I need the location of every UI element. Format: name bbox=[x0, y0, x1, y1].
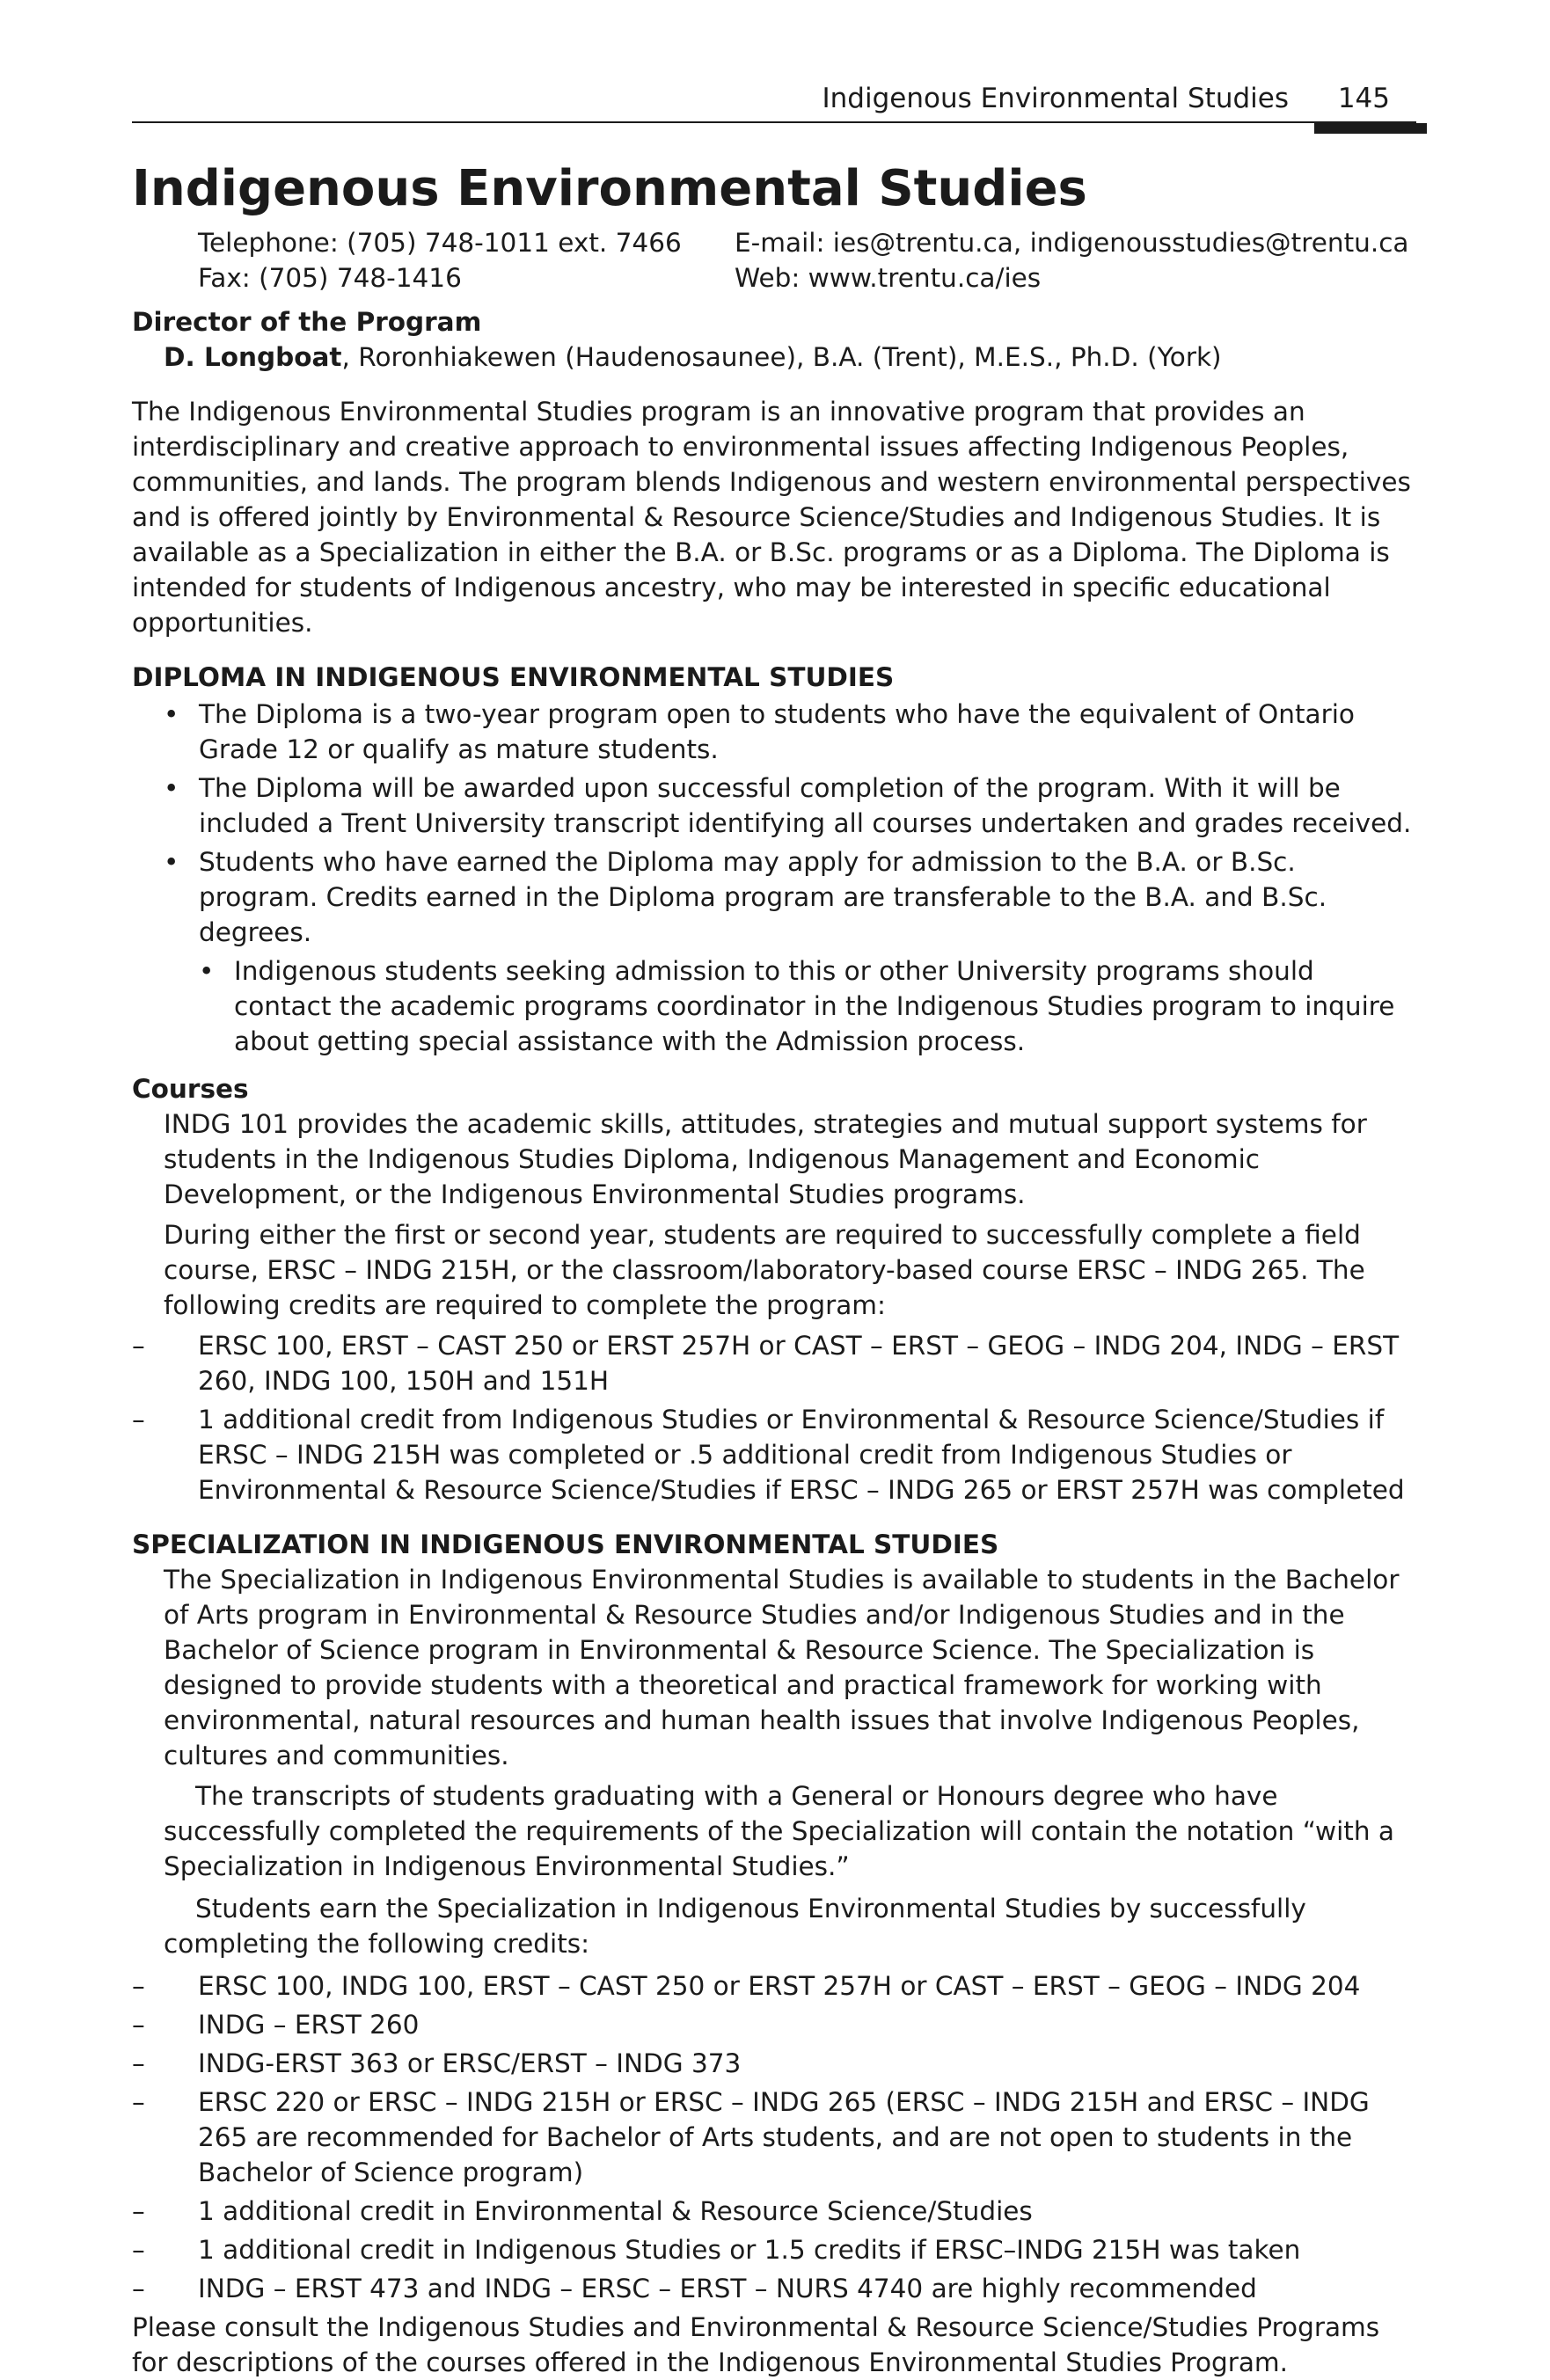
requirement-item: – 1 additional credit from Indigenous Studies or Environmental & Resource Science/Studies if ERSC – INDG 215H was completed or .5 additional credit from Indigenous Studies or Environmental & Resource Science/Studies if ERSC – INDG 265 or ERST 257H was completed bbox=[132, 1402, 1416, 1508]
specialization-heading: SPECIALIZATION IN INDIGENOUS ENVIRONMENTAL STUDIES bbox=[132, 1529, 999, 1559]
bullet-item: • The Diploma will be awarded upon successful completion of the program. With it will be included a Trent University transcript identifying all courses undertaken and grades received. bbox=[164, 770, 1416, 841]
director-entry bbox=[164, 339, 1416, 375]
director-heading: Director of the Program bbox=[132, 307, 482, 337]
specialization-paragraph: The transcripts of students graduating with a General or Honours degree who have successfully completed the requirements of the Specialization will contain the notation “with a Specialization in Indigenous Environmental Studies.” bbox=[164, 1781, 1395, 1881]
requirement-item: – 1 additional credit in Indigenous Studies or 1.5 credits if ERSC–INDG 215H was taken bbox=[132, 2232, 1416, 2267]
specialization-requirements bbox=[132, 1968, 1416, 2306]
header-rule bbox=[132, 121, 1416, 123]
bullet-item: • Students who have earned the Diploma may apply for admission to the B.A. or B.Sc. program. Credits earned in the Diploma program are transferable to the B.A. and B.Sc. degrees. bbox=[164, 844, 1416, 950]
requirement-item: – 1 additional credit in Environmental & Resource Science/Studies bbox=[132, 2194, 1416, 2229]
requirement-item: – ERSC 100, INDG 100, ERST – CAST 250 or ERST 257H or CAST – ERST – GEOG – INDG 204 bbox=[132, 1968, 1416, 2004]
requirement-item: – INDG – ERST 473 and INDG – ERSC – ERST – NURS 4740 are highly recommended bbox=[132, 2271, 1416, 2306]
closing-paragraph: Please consult the Indigenous Studies and Environmental & Resource Science/Studies Programs for descriptions of the courses offered in the Indigenous Environmental Studies Program. bbox=[132, 2312, 1380, 2377]
intro-paragraph: The Indigenous Environmental Studies program is an innovative program that provides an interdisciplinary and creative approach to environmental issues affecting Indigenous Peoples, communities, and lands. The program blends Indigenous and western environmental perspectives and is offered jointly by Environmental & Resource Science/Studies and Indigenous Studies. It is available as a Specialization in either the B.A. or B.Sc. programs or as a Diploma. The Diploma is intended for students of Indigenous ancestry, who may be interested in specific educational opportunities. bbox=[132, 397, 1411, 638]
specialization-paragraph: Students earn the Specialization in Indigenous Environmental Studies by successfully completing the following credits: bbox=[164, 1894, 1306, 1959]
diploma-bullets bbox=[164, 697, 1416, 1059]
requirement-item: – ERSC 100, ERST – CAST 250 or ERST 257H or CAST – ERST – GEOG – INDG 204, INDG – ERST 260, INDG 100, 150H and 151H bbox=[132, 1328, 1416, 1398]
email: E-mail: ies@trentu.ca, indigenousstudies@trentu.ca bbox=[735, 228, 1409, 258]
courses-paragraph: During either the first or second year, students are required to successfully complete a field course, ERSC – INDG 215H, or the classroom/laboratory-based course ERSC – INDG 265. The following credits are required to complete the program: bbox=[164, 1220, 1365, 1320]
diploma-heading: DIPLOMA IN INDIGENOUS ENVIRONMENTAL STUDIES bbox=[132, 662, 895, 692]
bullet-item-nested: • Indigenous students seeking admission to this or other University programs should contact the academic programs coordinator in the Indigenous Studies program to inquire about getting special assistance with the Admission process. bbox=[199, 953, 1416, 1059]
fax: Fax: (705) 748-1416 bbox=[198, 263, 462, 293]
requirement-item: – INDG-ERST 363 or ERSC/ERST – INDG 373 bbox=[132, 2046, 1416, 2081]
contact-block bbox=[198, 225, 1416, 296]
courses-heading: Courses bbox=[132, 1074, 249, 1104]
specialization-paragraph: The Specialization in Indigenous Environmental Studies is available to students in the Bachelor of Arts program in Environmental & Resource Studies and/or Indigenous Studies and in the Bachelor of Science program in Environmental & Resource Science. The Specialization is designed to provide students with a theoretical and practical framework for working with environmental, natural resources and human health issues that involve Indigenous Peoples, cultures and communities. bbox=[164, 1565, 1400, 1770]
telephone: Telephone: (705) 748-1011 ext. 7466 bbox=[198, 228, 682, 258]
requirement-item: – INDG – ERST 260 bbox=[132, 2007, 1416, 2042]
website: Web: www.trentu.ca/ies bbox=[735, 263, 1042, 293]
courses-body bbox=[164, 1106, 1416, 1323]
requirement-item: – ERSC 220 or ERSC – INDG 215H or ERSC – INDG 265 (ERSC – INDG 215H and ERSC – INDG 265 are recommended for Bachelor of Arts students, and are not open to students in the Bachelor of Science program) bbox=[132, 2084, 1416, 2190]
page-title: Indigenous Environmental Studies bbox=[132, 160, 1087, 217]
main-content bbox=[132, 158, 1416, 2380]
specialization-body bbox=[164, 1562, 1416, 1961]
page-number: 145 bbox=[1337, 83, 1390, 114]
running-header bbox=[132, 77, 1416, 123]
header-tab-bar bbox=[1314, 123, 1427, 134]
director-name: D. Longboat bbox=[164, 342, 342, 372]
courses-paragraph: INDG 101 provides the academic skills, attitudes, strategies and mutual support systems for students in the Indigenous Studies Diploma, Indigenous Management and Economic Development, or the Indigenous Environmental Studies programs. bbox=[164, 1109, 1367, 1209]
running-header-title: Indigenous Environmental Studies bbox=[822, 83, 1289, 114]
diploma-requirements bbox=[132, 1328, 1416, 1508]
bullet-item: • The Diploma is a two-year program open to students who have the equivalent of Ontario Grade 12 or qualify as mature students. bbox=[164, 697, 1416, 767]
director-credentials: , Roronhiakewen (Haudenosaunee), B.A. (Trent), M.E.S., Ph.D. (York) bbox=[341, 342, 1222, 372]
